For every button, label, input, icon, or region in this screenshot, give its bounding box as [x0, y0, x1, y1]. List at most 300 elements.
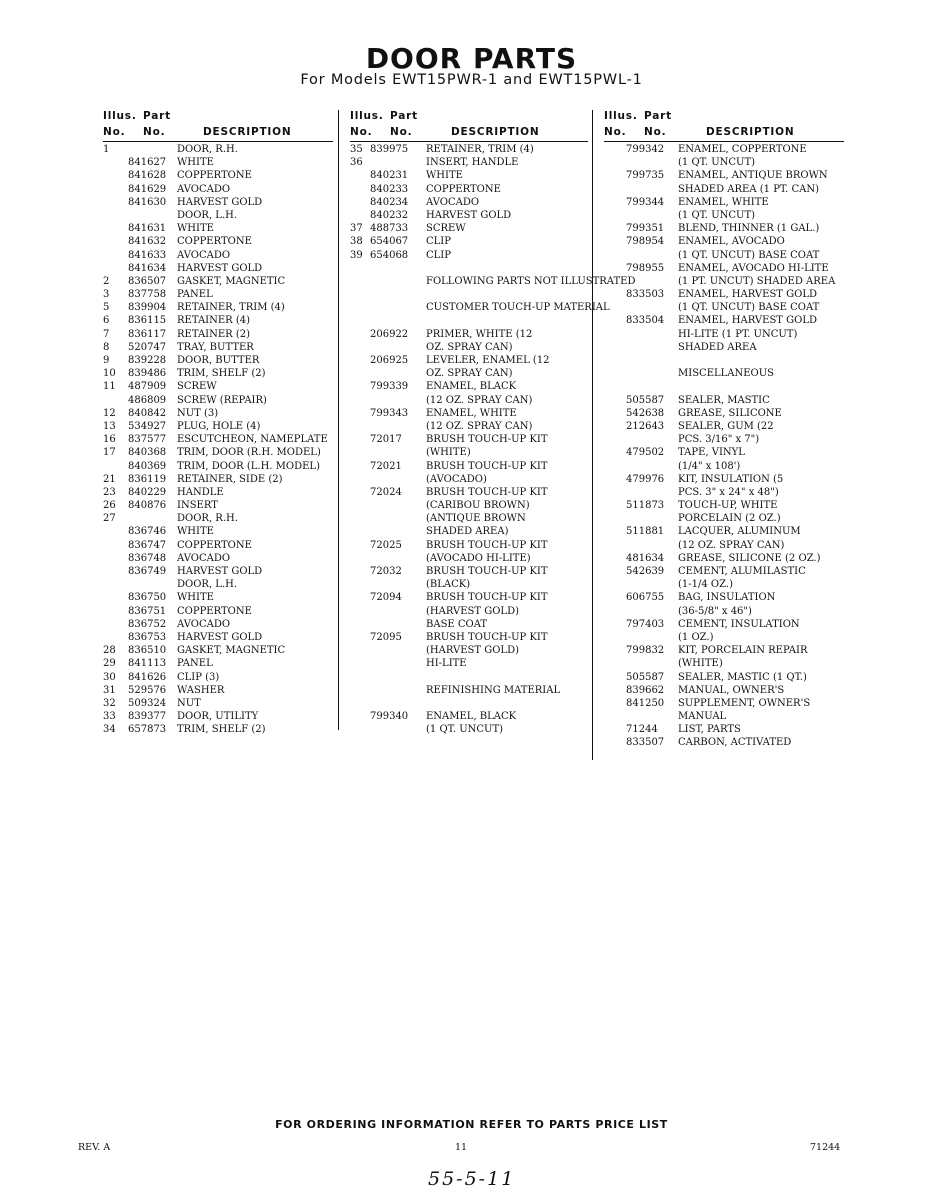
illus-number: 32	[103, 697, 116, 709]
table-row	[350, 222, 588, 235]
part-number: 840232	[370, 209, 409, 221]
part-number: 71244	[626, 724, 658, 736]
part-description: PCS. 3" x 24" x 48")	[678, 486, 779, 498]
part-number: 72032	[370, 566, 402, 577]
part-description: BRUSH TOUCH-UP KIT	[426, 460, 548, 472]
part-description: (1 OZ.)	[678, 631, 714, 643]
table-row	[604, 433, 844, 446]
part-number: 487909	[128, 381, 167, 393]
part-number: 511881	[626, 526, 665, 538]
illus-number: 16	[103, 434, 116, 446]
part-description: BRUSH TOUCH-UP KIT	[426, 434, 548, 446]
table-row	[350, 539, 588, 552]
part-description: DOOR, L.H.	[177, 209, 238, 221]
illus-no-header: No.	[103, 126, 126, 138]
part-number: 840369	[128, 460, 167, 472]
illus-number: 1	[103, 144, 110, 155]
table-row	[103, 486, 333, 499]
table-row	[604, 736, 844, 749]
part-description: (12 OZ. SPRAY CAN)	[426, 420, 533, 432]
part-description: NUT	[177, 697, 201, 709]
part-description: PANEL	[177, 289, 213, 301]
part-description: (HARVEST GOLD)	[426, 605, 519, 617]
part-description: TRAY, BUTTER	[177, 341, 254, 353]
part-description: HARVEST GOLD	[177, 262, 263, 274]
illus-number: 39	[350, 249, 363, 261]
part-header: Part	[143, 110, 171, 122]
part-description: MANUAL	[678, 711, 727, 723]
part-number: 836510	[128, 645, 167, 657]
table-row	[350, 499, 588, 512]
table-header	[103, 110, 333, 143]
illus-number: 27	[103, 513, 116, 525]
part-number: 840876	[128, 500, 167, 512]
table-row	[604, 723, 844, 736]
parts-list	[604, 143, 844, 750]
illus-number: 5	[103, 302, 110, 314]
part-description: RETAINER, TRIM (4)	[426, 144, 534, 155]
part-description: ENAMEL, HARVEST GOLD	[678, 315, 817, 327]
table-row	[103, 196, 333, 209]
part-description: (WHITE)	[678, 658, 723, 670]
part-number: 841113	[128, 658, 167, 670]
part-description: COPPERTONE	[177, 170, 252, 182]
part-description: DOOR, BUTTER	[177, 355, 260, 366]
part-number: 486809	[128, 394, 167, 406]
table-row	[604, 631, 844, 644]
part-number: 509324	[128, 697, 167, 709]
part-number: 836748	[128, 552, 167, 564]
part-description: WASHER	[177, 684, 225, 696]
part-description: (1-1/4 OZ.)	[678, 579, 733, 591]
column-divider	[592, 110, 593, 760]
table-row	[604, 697, 844, 710]
part-number: 833503	[626, 289, 665, 301]
table-row	[103, 512, 333, 525]
table-row	[604, 394, 844, 407]
table-row	[350, 288, 588, 301]
part-number: 833504	[626, 315, 665, 327]
table-row	[604, 196, 844, 209]
part-number: 837577	[128, 434, 167, 446]
part-number: 481634	[626, 552, 665, 564]
parts-column-1	[103, 110, 333, 736]
part-number: 841629	[128, 183, 167, 195]
part-description: (1 PT. UNCUT) SHADED AREA	[678, 275, 836, 287]
table-row	[103, 143, 333, 156]
part-description: (WHITE)	[426, 447, 471, 459]
parts-column-3	[604, 110, 844, 750]
part-number: 836507	[128, 275, 167, 287]
illus-number: 37	[350, 223, 363, 235]
page-subtitle: For Models EWT15PWR-1 and EWT15PWL-1	[300, 72, 643, 88]
part-description: LEVELER, ENAMEL (12	[426, 355, 550, 366]
page-title: DOOR PARTS	[365, 42, 578, 75]
part-number: 839377	[128, 711, 167, 723]
part-number: 799343	[370, 407, 409, 419]
table-row	[350, 525, 588, 538]
part-description: ENAMEL, HARVEST GOLD	[678, 289, 817, 301]
illus-number: 12	[103, 407, 116, 419]
table-row	[103, 407, 333, 420]
table-row	[103, 539, 333, 552]
part-number: 505587	[626, 671, 665, 683]
part-number: 836750	[128, 592, 167, 604]
table-row	[350, 407, 588, 420]
table-row	[604, 209, 844, 222]
table-row	[604, 222, 844, 235]
part-description: ENAMEL, AVOCADO	[678, 236, 785, 248]
illus-number: 10	[103, 368, 116, 380]
illus-number: 7	[103, 328, 110, 340]
part-number: 479976	[626, 473, 665, 485]
page-number: 11	[455, 1142, 468, 1153]
part-description: BASE COAT	[426, 618, 488, 630]
part-description: PCS. 3/16" x 7")	[678, 434, 760, 446]
part-description: SEALER, MASTIC	[678, 394, 770, 406]
part-number: 841631	[128, 223, 167, 235]
part-number: 839228	[128, 355, 167, 366]
part-description: (BLACK)	[426, 579, 471, 591]
table-row	[350, 433, 588, 446]
table-row	[350, 156, 588, 169]
parts-column-2	[350, 110, 636, 736]
illus-number: 11	[103, 381, 116, 393]
illus-number: 38	[350, 236, 363, 248]
table-row	[350, 183, 588, 196]
part-description: ENAMEL, WHITE	[678, 196, 769, 208]
table-row	[604, 591, 844, 604]
part-number: 799340	[370, 711, 409, 723]
table-row	[350, 420, 588, 433]
part-number: 836119	[128, 473, 167, 485]
table-row	[604, 499, 844, 512]
part-description: AVOCADO	[426, 196, 480, 208]
part-no-header: No.	[644, 126, 667, 138]
table-row	[350, 275, 636, 288]
table-row	[103, 591, 333, 604]
part-description: ENAMEL, BLACK	[426, 381, 517, 393]
table-row	[103, 380, 333, 393]
table-row	[103, 183, 333, 196]
table-row	[350, 249, 588, 262]
table-row	[604, 710, 844, 723]
part-description: INSERT	[177, 500, 218, 512]
part-description: (AVOCADO HI-LITE)	[426, 552, 531, 564]
part-number: 840229	[128, 486, 167, 498]
part-description: SCREW (REPAIR)	[177, 394, 267, 406]
table-row	[350, 618, 588, 631]
table-row	[604, 407, 844, 420]
part-number: 841634	[128, 262, 167, 274]
table-row	[604, 539, 844, 552]
table-row	[350, 486, 588, 499]
part-number: 505587	[626, 394, 665, 406]
part-number: 206922	[370, 328, 409, 340]
part-number: 836747	[128, 539, 167, 551]
table-row	[103, 552, 333, 565]
part-number: 837758	[128, 289, 167, 301]
part-number: 529576	[128, 684, 167, 696]
ordering-note: FOR ORDERING INFORMATION REFER TO PARTS PRICE LIST	[275, 1118, 668, 1131]
part-description: TOUCH-UP, WHITE	[678, 500, 778, 512]
part-number: 72017	[370, 434, 402, 446]
part-description: RETAINER, SIDE (2)	[177, 473, 283, 485]
table-row	[350, 196, 588, 209]
table-row	[350, 697, 588, 710]
part-description: SCREW	[177, 381, 217, 393]
table-row	[350, 143, 588, 156]
table-row	[604, 420, 844, 433]
part-number: 657873	[128, 724, 167, 736]
table-row	[350, 394, 588, 407]
part-description: (AVOCADO)	[426, 473, 487, 485]
part-number: 798955	[626, 262, 665, 274]
part-description: (ANTIQUE BROWN	[426, 513, 526, 525]
table-row	[350, 605, 588, 618]
part-description: ENAMEL, BLACK	[426, 711, 517, 723]
illus-number: 35	[350, 144, 363, 155]
part-description: BRUSH TOUCH-UP KIT	[426, 486, 548, 498]
part-description: AVOCADO	[177, 183, 231, 195]
part-description: AVOCADO	[177, 618, 231, 630]
part-description: WHITE	[177, 223, 214, 235]
part-description: SEALER, MASTIC (1 QT.)	[678, 671, 807, 683]
table-row	[103, 657, 333, 670]
part-number: 841250	[626, 697, 665, 709]
part-description: KIT, INSULATION (5	[678, 473, 784, 485]
table-row	[350, 578, 588, 591]
part-number: 479502	[626, 447, 665, 459]
table-row	[350, 354, 588, 367]
table-row	[604, 249, 844, 262]
part-description: AVOCADO	[177, 249, 231, 261]
part-description: GREASE, SILICONE (2 OZ.)	[678, 552, 821, 564]
table-row	[604, 143, 844, 156]
part-number: 511873	[626, 500, 665, 512]
part-description: HARVEST GOLD	[177, 566, 263, 577]
table-row	[103, 420, 333, 433]
part-number: 836752	[128, 618, 167, 630]
header-rule	[604, 141, 844, 142]
table-row	[350, 657, 588, 670]
part-number: 542638	[626, 407, 665, 419]
part-number: 798954	[626, 236, 665, 248]
part-description: SHADED AREA (1 PT. CAN)	[678, 183, 820, 195]
table-row	[350, 235, 588, 248]
part-number: 836115	[128, 315, 167, 327]
table-row	[604, 512, 844, 525]
part-number: 841633	[128, 249, 167, 261]
part-number: 839975	[370, 144, 409, 155]
part-number: 839904	[128, 302, 167, 314]
table-row	[604, 446, 844, 459]
part-description: HI-LITE (1 PT. UNCUT)	[678, 328, 798, 340]
part-number: 799735	[626, 170, 665, 182]
table-row	[103, 354, 333, 367]
part-description: GASKET, MAGNETIC	[177, 275, 286, 287]
part-description: (1 QT. UNCUT) BASE COAT	[678, 302, 820, 314]
part-description: GREASE, SILICONE	[678, 407, 782, 419]
table-row	[103, 710, 333, 723]
illus-number: 29	[103, 658, 116, 670]
table-row	[604, 644, 844, 657]
part-description: PLUG, HOLE (4)	[177, 420, 261, 432]
part-description: ENAMEL, WHITE	[426, 407, 517, 419]
table-row	[604, 473, 844, 486]
part-number: 799832	[626, 645, 665, 657]
table-row	[350, 380, 588, 393]
table-header	[350, 110, 588, 143]
part-description: BAG, INSULATION	[678, 592, 776, 604]
part-number: 799344	[626, 196, 665, 208]
part-number: 799351	[626, 223, 665, 235]
illus-no-header: No.	[604, 126, 627, 138]
table-row	[103, 341, 333, 354]
table-row	[350, 328, 588, 341]
part-description: GASKET, MAGNETIC	[177, 645, 286, 657]
part-description: WHITE	[426, 170, 463, 182]
part-description: TRIM, DOOR (L.H. MODEL)	[177, 460, 320, 472]
table-row	[604, 671, 844, 684]
part-description: WHITE	[177, 157, 214, 169]
handwritten-note: 55-5-11	[428, 1168, 516, 1190]
table-row	[350, 341, 588, 354]
part-description: INSERT, HANDLE	[426, 157, 519, 169]
illus-header: Illus.	[604, 110, 638, 122]
illus-number: 26	[103, 500, 116, 512]
part-description: COPPERTONE	[177, 236, 252, 248]
part-description: BRUSH TOUCH-UP KIT	[426, 592, 548, 604]
table-row	[604, 460, 844, 473]
part-number: 654068	[370, 249, 409, 261]
table-row	[350, 169, 588, 182]
illus-number: 17	[103, 447, 116, 459]
part-description: ESCUTCHEON, NAMEPLATE	[177, 434, 328, 446]
part-description: HANDLE	[177, 486, 224, 498]
table-row	[350, 644, 588, 657]
part-number: 799339	[370, 381, 409, 393]
part-description: MISCELLANEOUS	[678, 368, 775, 380]
table-row	[604, 288, 844, 301]
table-row	[604, 552, 844, 565]
part-description: WHITE	[177, 592, 214, 604]
illus-number: 36	[350, 157, 363, 169]
part-description: CLIP	[426, 249, 451, 261]
table-row	[103, 499, 333, 512]
description-header: DESCRIPTION	[203, 126, 292, 138]
part-description: ENAMEL, ANTIQUE BROWN	[678, 170, 828, 182]
part-number: 542639	[626, 566, 665, 577]
table-row	[604, 618, 844, 631]
part-description: CEMENT, ALUMILASTIC	[678, 566, 806, 577]
table-row	[103, 209, 333, 222]
illus-no-header: No.	[350, 126, 373, 138]
part-description: (1 QT. UNCUT) BASE COAT	[678, 249, 820, 261]
part-description: LACQUER, ALUMINUM	[678, 526, 801, 538]
part-number: 836753	[128, 631, 167, 643]
part-description: RETAINER (4)	[177, 315, 251, 327]
table-row	[103, 169, 333, 182]
part-description: BRUSH TOUCH-UP KIT	[426, 566, 548, 577]
table-row	[604, 275, 844, 288]
part-number: 72024	[370, 486, 402, 498]
part-number: 840233	[370, 183, 409, 195]
table-row	[103, 578, 333, 591]
table-row	[103, 723, 333, 736]
table-row	[350, 631, 588, 644]
part-description: COPPERTONE	[177, 605, 252, 617]
part-number: 833507	[626, 737, 665, 749]
table-row	[103, 525, 333, 538]
part-description: OZ. SPRAY CAN)	[426, 368, 513, 380]
part-number: 72021	[370, 460, 402, 472]
part-description: PRIMER, WHITE (12	[426, 328, 533, 340]
table-row	[350, 591, 588, 604]
part-description: (1/4" x 108')	[678, 460, 741, 472]
table-row	[103, 605, 333, 618]
part-description: (12 OZ. SPRAY CAN)	[678, 539, 785, 551]
header-rule	[103, 141, 333, 142]
table-row	[103, 275, 333, 288]
table-row	[350, 512, 588, 525]
table-row	[103, 697, 333, 710]
part-description: (HARVEST GOLD)	[426, 645, 519, 657]
part-no-header: No.	[390, 126, 413, 138]
table-row	[350, 314, 588, 327]
part-number: 206925	[370, 355, 409, 366]
table-row	[350, 262, 588, 275]
part-description: TAPE, VINYL	[678, 447, 745, 459]
table-row	[604, 262, 844, 275]
part-number: 72095	[370, 631, 402, 643]
table-row	[604, 367, 844, 380]
part-description: (1 QT. UNCUT)	[678, 209, 756, 221]
table-header	[604, 110, 844, 143]
part-description: SCREW	[426, 223, 466, 235]
table-row	[604, 341, 844, 354]
table-row	[350, 671, 588, 684]
part-description: OZ. SPRAY CAN)	[426, 341, 513, 353]
part-description: BRUSH TOUCH-UP KIT	[426, 539, 548, 551]
table-row	[350, 367, 588, 380]
table-row	[350, 460, 588, 473]
part-description: BLEND, THINNER (1 GAL.)	[678, 223, 820, 235]
part-number: 836751	[128, 605, 167, 617]
part-description: HARVEST GOLD	[177, 631, 263, 643]
illus-number: 30	[103, 671, 116, 683]
part-description: SHADED AREA	[678, 341, 757, 353]
illus-number: 2	[103, 275, 110, 287]
part-description: CARBON, ACTIVATED	[678, 737, 792, 749]
part-description: PORCELAIN (2 OZ.)	[678, 513, 781, 525]
table-row	[350, 473, 588, 486]
part-description: SEALER, GUM (22	[678, 420, 774, 432]
part-number: 520747	[128, 341, 167, 353]
part-description: CUSTOMER TOUCH-UP MATERIAL	[426, 302, 610, 314]
description-header: DESCRIPTION	[706, 126, 795, 138]
table-row	[103, 328, 333, 341]
table-row	[103, 631, 333, 644]
table-row	[103, 684, 333, 697]
table-row	[604, 525, 844, 538]
revision-label: REV. A	[78, 1142, 111, 1153]
part-header: Part	[390, 110, 418, 122]
table-row	[103, 156, 333, 169]
illus-number: 23	[103, 486, 116, 498]
part-description: ENAMEL, COPPERTONE	[678, 144, 807, 155]
table-row	[604, 314, 844, 327]
